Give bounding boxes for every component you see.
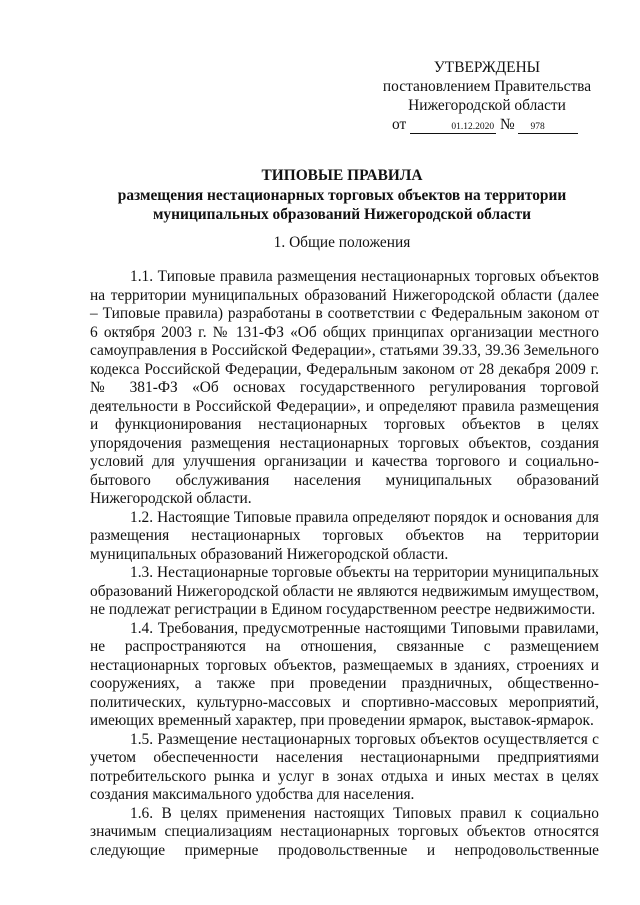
paragraph-1-3: 1.3. Нестационарные торговые объекты на территории муниципальных образований Нижегородской области не являются недвижимым имуществом, не подлежат регистрации в Едином государственном реестре недвижимости. — [90, 564, 599, 618]
document-body — [90, 268, 599, 860]
paragraph-1-4: 1.4. Требования, предусмотренные настоящими Типовыми правилами, не распространяются на отношения, связанные с размещением нестационарных торговых объектов, размещаемых в зданиях, строениях и сооружениях, а также при проведении праздничных, общественно-политических, культурно-массовых и спортивно-массовых мероприятий, имеющих временный характер, при проведении ярмарок, выставок-ярмарок. — [90, 619, 599, 729]
approval-issuer: постановлением Правительства — [382, 78, 592, 95]
approval-region: Нижегородской области — [408, 97, 566, 114]
approval-stamp-block — [376, 58, 598, 134]
number-sign: № — [499, 116, 515, 133]
paragraph-1-2: 1.2. Настоящие Типовые правила определяют порядок и основания для размещения нестационарных торговых объектов на территории муниципальных образований Нижегородской области. — [90, 508, 599, 563]
paragraph-1-6: 1.6. В целях применения настоящих Типовых правил к социально значимым специализациям нестационарных торговых объектов относятся следующие примерные продовольственные и непродовольственные — [90, 804, 599, 859]
paragraph-1-1: 1.1. Типовые правила размещения нестационарных торговых объектов на территории муниципальных образований Нижегородской области (далее – Типовые правила) разработаны в соответствии с Федеральным законом от 6 октября 2003 г. № 131-ФЗ «Об общих принципах организации местного самоуправления в Российской Федерации», статьями 39.33, 39.36 Земельного кодекса Российской Федерации, Федеральным законом от 28 декабря 2009 г. № 381-ФЗ «Об основах государственного регулирования торговой деятельности в Российской Федерации», и определяют правила размещения и функционирования нестационарных торговых объектов в целях упорядочения размещения нестационарных торговых объектов, создания условий для улучшения организации и качества торгового и социально-бытового обслуживания населения муниципальных образований Нижегородской области. — [90, 268, 599, 507]
document-title — [80, 166, 604, 225]
approval-number: 978 — [518, 121, 578, 134]
title-main: ТИПОВЫЕ ПРАВИЛА — [261, 167, 423, 184]
approval-date: 01.12.2020 — [410, 121, 496, 134]
approval-title: УТВЕРЖДЕНЫ — [433, 59, 541, 76]
date-prefix: от — [392, 116, 407, 133]
section-heading: 1. Общие положения — [273, 234, 411, 251]
title-subtitle-line-1: размещения нестационарных торговых объектов на территории — [117, 186, 567, 204]
approval-date-line — [376, 115, 598, 134]
title-subtitle-line-2: муниципальных образований Нижегородской области — [152, 206, 532, 223]
paragraph-1-5: 1.5. Размещение нестационарных торговых объектов осуществляется с учетом обеспеченности населения нестационарными предприятиями потребительского рынка и услуг в зонах отдыха и иных местах в целях создания максимального удобства для населения. — [90, 730, 599, 803]
